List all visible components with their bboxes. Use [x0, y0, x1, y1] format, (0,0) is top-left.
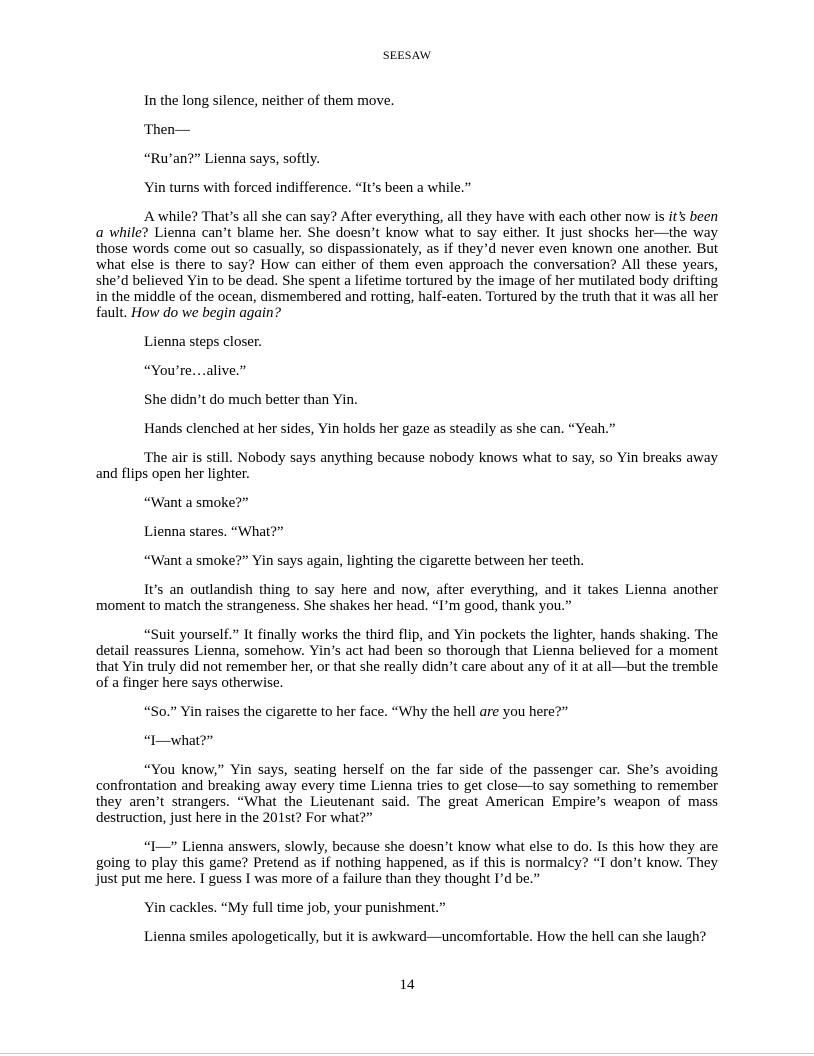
paragraph — [96, 495, 718, 511]
text-segment: “You’re…alive.” — [144, 363, 247, 379]
text-segment: A while? That’s all she can say? After everything, all they have with each other now is — [144, 209, 669, 225]
text-segment: you here?” — [499, 704, 569, 720]
text-segment: “Ru’an?” Lienna says, softly. — [144, 151, 321, 167]
text-segment: “Suit yourself.” It finally works the third flip, and Yin pockets the lighter, hands shaking. The detail reassures Lienna, somehow. Yin’s act had been so thorough that Lienna believed for a moment that Yin truly did not remember her, or that she really didn’t care about any of it at all—but the tremble of a finger here says otherwise. — [96, 627, 718, 691]
text-segment: Then— — [144, 122, 190, 138]
text-segment: She didn’t do much better than Yin. — [144, 392, 358, 408]
text-segment: “Want a smoke?” Yin says again, lighting the cigarette between her teeth. — [144, 553, 585, 569]
italic-text-segment: it’s been a while — [96, 209, 718, 241]
paragraph — [96, 122, 718, 138]
paragraph — [96, 363, 718, 379]
paragraph — [96, 900, 718, 916]
text-segment: “I—what?” — [144, 733, 214, 749]
paragraph — [96, 929, 718, 945]
paragraph — [96, 553, 718, 569]
text-segment: “So.” Yin raises the cigarette to her face. “Why the hell — [144, 704, 480, 720]
paragraph — [96, 582, 718, 614]
paragraph — [96, 334, 718, 350]
paragraph — [96, 93, 718, 109]
running-header-title: SEESAW — [382, 48, 432, 62]
text-segment: Hands clenched at her sides, Yin holds her gaze as steadily as she can. “Yeah.” — [144, 421, 616, 437]
paragraph — [96, 704, 718, 720]
paragraph — [96, 151, 718, 167]
text-segment: “I—” Lienna answers, slowly, because she doesn’t know what else to do. Is this how they are going to play this game? Pretend as if nothing happened, as if this is normalcy? “I don’t know. They just put me here. I guess I was more of a failure than they thought I’d be.” — [96, 839, 718, 887]
paragraph — [96, 762, 718, 826]
paragraph — [96, 392, 718, 408]
text-segment: Lienna stares. “What?” — [144, 524, 284, 540]
text-segment: Lienna steps closer. — [144, 334, 262, 350]
text-segment: It’s an outlandish thing to say here and now, after everything, and it takes Lienna another moment to match the strangeness. She shakes her head. “I’m good, thank you.” — [96, 582, 718, 614]
text-segment: In the long silence, neither of them move. — [144, 93, 395, 109]
italic-text-segment: are — [479, 704, 500, 720]
text-segment: Yin turns with forced indifference. “It’s been a while.” — [144, 180, 472, 196]
paragraph — [96, 180, 718, 196]
text-segment: The air is still. Nobody says anything because nobody knows what to say, so Yin breaks away and flips open her lighter. — [96, 450, 718, 482]
paragraph — [96, 209, 718, 321]
text-segment: Lienna smiles apologetically, but it is awkward—uncomfortable. How the hell can she laugh? — [144, 929, 707, 945]
body-text — [96, 93, 718, 958]
text-segment: ? Lienna can’t blame her. She doesn’t know what to say either. It just shocks her—the way those words come out so casually, so dispassionately, as if they’d never even known one another. But what else is there to say? How can either of them even approach the conversation? All these years, she’d believed Yin to be dead. She spent a lifetime tortured by the image of her mutilated body drifting in the middle of the ocean, dismembered and rotting, half-eaten. Tortured by the truth that it was all her fault. — [96, 225, 718, 321]
paragraph — [96, 839, 718, 887]
text-segment: “You know,” Yin says, seating herself on the far side of the passenger car. She’s avoiding confrontation and breaking away every time Lienna tries to get close—to say something to remember they aren’t strangers. “What the Lieutenant said. The great American Empire’s weapon of mass destruction, just here in the 201st? For what?” — [96, 762, 718, 826]
paragraph — [96, 450, 718, 482]
page-bottom-edge — [0, 1053, 814, 1054]
text-segment: Yin cackles. “My full time job, your punishment.” — [144, 900, 446, 916]
italic-text-segment: How do we begin again? — [131, 305, 281, 321]
page-number: 14 — [399, 977, 415, 993]
paragraph — [96, 733, 718, 749]
paragraph — [96, 421, 718, 437]
paragraph — [96, 524, 718, 540]
paragraph — [96, 627, 718, 691]
text-segment: “Want a smoke?” — [144, 495, 249, 511]
